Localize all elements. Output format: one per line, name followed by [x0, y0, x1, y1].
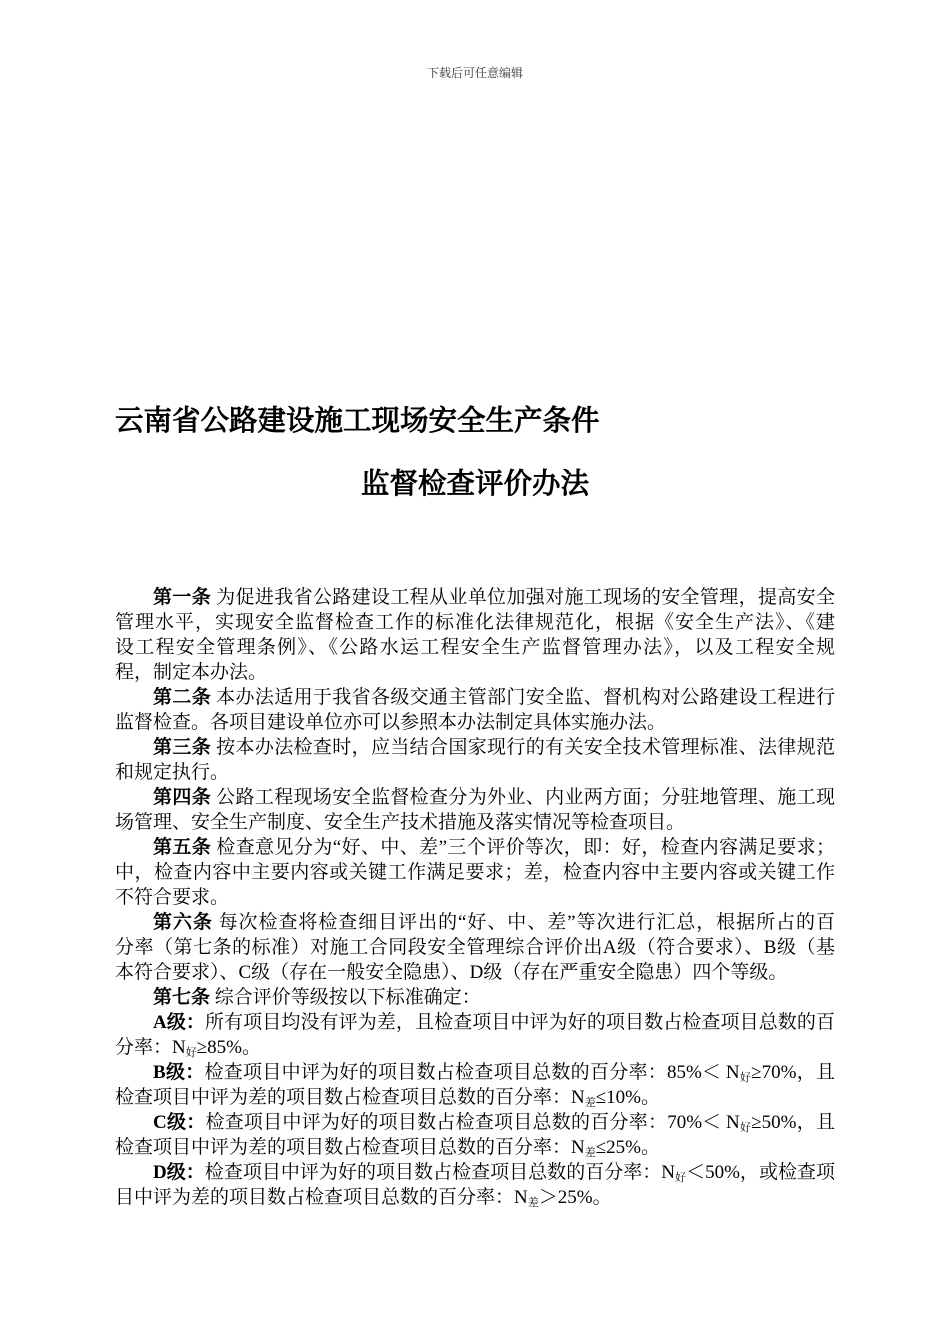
grade-b-line-1	[115, 1060, 835, 1085]
article-2-line-2: 监督检查。各项目建设单位亦可以参照本办法制定具体实施办法。	[115, 712, 667, 733]
grade-b-text-pre: 检查项目中评为好的项目数占检查项目总数的百分率：85%＜ N	[204, 1062, 740, 1083]
header-note: 下载后可任意编辑	[426, 66, 523, 80]
article-4-text: 公路工程现场安全监督检查分为外业、内业两方面；分驻地管理、施工现	[216, 787, 835, 808]
article-6-label: 第六条	[153, 912, 213, 933]
grade-c-formula-pre: 检查项目中评为差的项目数占检查项目总数的百分率：N	[115, 1137, 585, 1158]
grade-d-text-pre: 检查项目中评为好的项目数占检查项目总数的百分率：N	[204, 1162, 676, 1183]
grade-c-text-pre: 检查项目中评为好的项目数占检查项目总数的百分率：70%＜ N	[205, 1112, 740, 1133]
grade-a-label: A级：	[153, 1012, 205, 1033]
grade-d-formula-pre: 目中评为差的项目数占检查项目总数的百分率：N	[115, 1187, 528, 1208]
grade-b-text-post: ≥70%，且	[751, 1062, 835, 1083]
grade-d-label: D级：	[153, 1162, 205, 1183]
article-7-line-1	[115, 985, 835, 1010]
article-1-text: 为促进我省公路建设工程从业单位加强对施工现场的安全管理，提高安全	[216, 587, 835, 608]
article-1-line-3: 设工程安全管理条例》、《公路水运工程安全生产监督管理办法》，以及工程安全规	[115, 637, 835, 658]
grade-b-formula-post: ≤10%。	[595, 1087, 660, 1108]
grade-d-line-1	[115, 1160, 835, 1185]
grade-c-line-1	[115, 1110, 835, 1135]
article-2-text: 本办法适用于我省各级交通主管部门安全监、督机构对公路建设工程进行	[216, 687, 835, 708]
grade-a-formula-post: ≥85%。	[196, 1037, 261, 1058]
grade-c-formula-sub: 差	[584, 1147, 596, 1159]
article-5-label: 第五条	[153, 837, 212, 858]
article-6-text: 每次检查将检查细目评出的“好、中、差”等次进行汇总，根据所占的百	[218, 912, 835, 933]
article-1-label: 第一条	[153, 587, 212, 608]
grade-d-formula-post: ＞25%。	[538, 1187, 612, 1208]
article-7-label: 第七条	[153, 987, 211, 1008]
article-6-line-3: 本符合要求）、C级（存在一般安全隐患）、D级（存在严重安全隐患）四个等级。	[115, 962, 788, 983]
grade-c-formula-post: ≤25%。	[595, 1137, 660, 1158]
document-title-line-2: 监督检查评价办法	[360, 469, 589, 500]
grade-a-text: 所有项目均没有评为差，且检查项目中评为好的项目数占检查项目总数的百	[205, 1012, 835, 1033]
grade-c-label: C级：	[153, 1112, 206, 1133]
grade-c-line-2	[115, 1135, 835, 1160]
article-1-line-2: 管理水平，实现安全监督检查工作的标准化法律规范化，根据《安全生产法》、《建	[115, 612, 835, 633]
grade-a-formula-sub: 好	[185, 1047, 197, 1059]
article-5-line-2: 中，检查内容中主要内容或关键工作满足要求；差，检查内容中主要内容或关键工作	[115, 862, 835, 883]
article-1-line-4: 程，制定本办法。	[115, 662, 268, 683]
grade-a-line-1	[115, 1010, 835, 1035]
article-5-line-1	[115, 835, 835, 860]
grade-d-text-sub: 好	[675, 1172, 687, 1184]
grade-c-text-post: ≥50%，且	[751, 1112, 835, 1133]
grade-a-formula-pre: 分率：N	[115, 1037, 186, 1058]
grade-c-text-sub: 好	[739, 1122, 752, 1134]
article-1-line-1	[115, 585, 835, 610]
article-2-line-1	[115, 685, 835, 710]
article-3-label: 第三条	[153, 737, 212, 758]
article-5-line-3: 不符合要求。	[115, 887, 230, 908]
article-3-line-2: 和规定执行。	[115, 762, 230, 783]
article-6-line-1	[115, 910, 835, 935]
grade-d-formula-sub: 差	[527, 1197, 539, 1209]
grade-b-formula-pre: 检查项目中评为差的项目数占检查项目总数的百分率：N	[115, 1087, 585, 1108]
grade-d-text-post: ＜50%，或检查项	[686, 1162, 836, 1183]
article-2-label: 第二条	[153, 687, 212, 708]
article-4-line-1	[115, 785, 835, 810]
article-3-line-1	[115, 735, 835, 760]
article-3-text: 按本办法检查时，应当结合国家现行的有关安全技术管理标准、法律规范	[216, 737, 835, 758]
grade-a-line-2	[115, 1035, 835, 1060]
grade-d-line-2	[115, 1185, 835, 1210]
grade-b-text-sub: 好	[739, 1072, 752, 1084]
article-4-label: 第四条	[153, 787, 212, 808]
grade-b-line-2	[115, 1085, 835, 1110]
grade-b-label: B级：	[153, 1062, 205, 1083]
article-7-text: 综合评价等级按以下标准确定：	[214, 987, 481, 1008]
article-6-line-2: 分率（第七条的标准）对施工合同段安全管理综合评价出A级（符合要求）、B级（基	[115, 937, 835, 958]
article-5-text: 检查意见分为“好、中、差”三个评价等次，即：好，检查内容满足要求；	[216, 837, 835, 858]
document-body	[115, 585, 835, 1210]
article-4-line-2: 场管理、安全生产制度、安全生产技术措施及落实情况等检查项目。	[115, 812, 686, 833]
document-title-line-1: 云南省公路建设施工现场安全生产条件	[115, 406, 600, 437]
grade-b-formula-sub: 差	[584, 1097, 596, 1109]
